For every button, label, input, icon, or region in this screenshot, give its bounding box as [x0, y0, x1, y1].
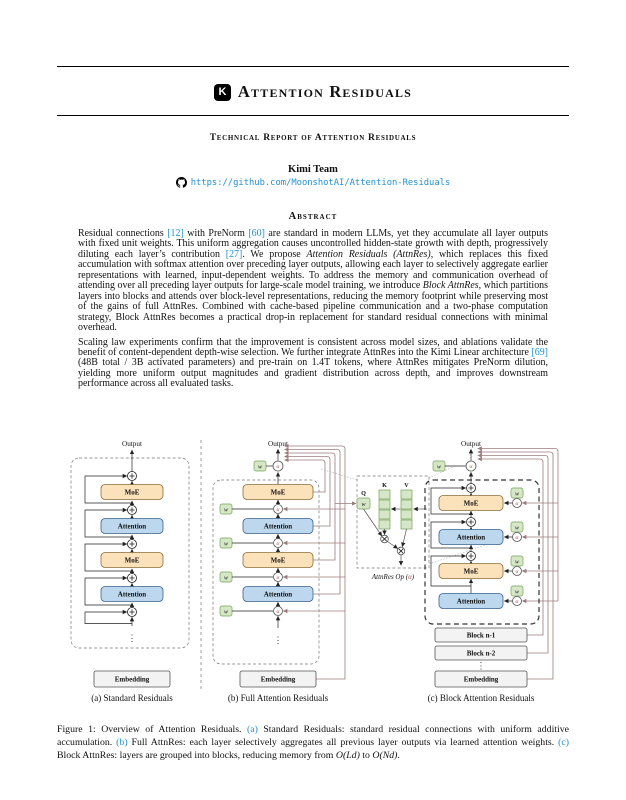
- svg-text:w: w: [223, 541, 229, 548]
- citation-link[interactable]: [27]: [225, 248, 243, 260]
- ellipsis: ⋮: [127, 632, 137, 643]
- svg-text:w: w: [223, 609, 229, 616]
- svg-text:MoE: MoE: [270, 488, 286, 497]
- svg-text:Attention: Attention: [263, 590, 293, 599]
- text-segment: with PreNorm: [183, 228, 249, 239]
- text-segment: . We propose: [242, 248, 307, 260]
- value-label: V: [404, 481, 409, 489]
- attnres-op-label: AttnRes Op (α): [371, 572, 415, 581]
- svg-text:w: w: [223, 575, 229, 582]
- panel-b-caption: (b) Full Attention Residuals: [227, 692, 329, 703]
- svg-text:MoE: MoE: [463, 499, 479, 508]
- svg-text:Attention: Attention: [117, 522, 147, 531]
- key-label: K: [382, 481, 387, 489]
- abstract-paragraph-2: [78, 338, 548, 390]
- paper-title: Attention Residuals: [237, 82, 413, 101]
- abstract-paragraph-1: [78, 229, 548, 334]
- text-segment: Scaling law experiments confirm that the improvement is consistent across model sizes, and ablations validate the benefit of content-dependent depth-wise selection. We further integrate AttnRes into the Kimi Linear architecture: [78, 336, 548, 358]
- ellipsis: ⋮: [273, 634, 283, 645]
- top-rule: [57, 66, 569, 67]
- figure-1-diagram: [57, 436, 569, 706]
- svg-text:Block n-2: Block n-2: [466, 649, 496, 658]
- svg-text:w: w: [514, 559, 520, 566]
- svg-text:w: w: [257, 464, 263, 471]
- figure-1: [57, 436, 569, 711]
- svg-text:α: α: [515, 500, 519, 507]
- embedding-block: [435, 671, 527, 687]
- text-segment: Full AttnRes: each layer selectively aggregates all previous layer outputs via learned attention weights.: [127, 736, 559, 748]
- text-segment: (48B total / 3B activated parameters) and pre-train on 1.4T tokens, where AttnRes mitigates PreNorm dilution, yielding more uniform output magnitudes and gradient distribution across depth, and improves downstream performance across all evaluated tasks.: [78, 357, 548, 390]
- multiply-node-icon: [397, 547, 405, 555]
- svg-text:Attention: Attention: [456, 533, 486, 542]
- text-segment: are standard in modern LLMs, yet they accumulate all layer outputs with fixed unit weights. This uniform aggregation causes uncontrolled hidden-state growth with depth, progressively diluting each layer’s contribution: [78, 228, 548, 260]
- panel-c-caption: (c) Block Attention Residuals: [427, 692, 535, 703]
- attnres-node: [254, 461, 283, 471]
- svg-text:Embedding: Embedding: [463, 675, 499, 684]
- text-segment: O(Ld): [335, 749, 360, 761]
- svg-text:Attention: Attention: [263, 522, 293, 531]
- panel-full-attention-residuals: [213, 440, 345, 703]
- text-segment: Block AttnRes: layers are grouped into blocks, reducing memory from: [57, 749, 336, 761]
- multiply-node-icon: [381, 535, 389, 543]
- text-segment: Figure 1: Overview of Attention Residuals.: [57, 723, 247, 735]
- citation-link[interactable]: (b): [116, 736, 128, 748]
- text-segment: O(Nd): [372, 749, 398, 761]
- text-segment: Block AttnRes: [422, 280, 479, 292]
- svg-text:MoE: MoE: [124, 488, 140, 497]
- attention-block: [243, 586, 313, 601]
- svg-text:w: w: [223, 507, 229, 514]
- svg-text:α: α: [515, 598, 519, 605]
- attention-block: [439, 529, 503, 544]
- svg-text:MoE: MoE: [463, 567, 479, 576]
- citation-link[interactable]: [60]: [248, 228, 265, 239]
- svg-text:w: w: [514, 589, 520, 596]
- attention-block: [101, 586, 163, 601]
- svg-text:Block n-1: Block n-1: [466, 631, 496, 640]
- attention-block: [439, 593, 503, 608]
- svg-text:MoE: MoE: [270, 556, 286, 565]
- svg-text:Attention: Attention: [117, 590, 147, 599]
- svg-text:α: α: [276, 506, 280, 513]
- embedding-block: [94, 671, 170, 687]
- attnres-node: [504, 586, 523, 606]
- citation-link[interactable]: (c): [558, 736, 569, 748]
- embedding-block: [240, 671, 316, 687]
- moe-block: [243, 552, 313, 567]
- svg-text:Embedding: Embedding: [114, 675, 150, 684]
- svg-text:w: w: [514, 525, 520, 532]
- panel-a-caption: (a) Standard Residuals: [91, 692, 173, 703]
- svg-text:w: w: [436, 464, 442, 471]
- svg-text:MoE: MoE: [124, 556, 140, 565]
- svg-text:Embedding: Embedding: [260, 675, 296, 684]
- text-segment: Attention Residuals (AttnRes): [306, 248, 431, 260]
- attnres-node: [504, 556, 523, 576]
- moe-block: [101, 484, 163, 499]
- title-bottom-rule: [57, 115, 569, 116]
- attnres-node: [504, 522, 523, 542]
- moe-block: [439, 495, 503, 510]
- svg-text:w: w: [361, 501, 366, 508]
- github-icon: [176, 177, 187, 188]
- svg-text:α: α: [469, 463, 473, 470]
- github-repo-link[interactable]: https://github.com/MoonshotAI/Attention-Residuals: [190, 177, 451, 188]
- attnres-op-box: [357, 476, 429, 568]
- attnres-node: [504, 488, 523, 508]
- text-segment: Residual connections: [78, 228, 168, 239]
- repo-link-row: [57, 177, 569, 188]
- moe-block: [243, 484, 313, 499]
- output-label: Output: [268, 439, 288, 448]
- svg-text:α: α: [515, 568, 519, 575]
- attnres-node: [220, 504, 283, 514]
- text-segment: , which partitions layers into blocks and attends over block-level representations, reducing the memory footprint while preserving most of the gains of full AttnRes. Combined with cache-based pipeline communication and a two-phase computation strategy, Block AttnRes becomes a practical drop-in replacement for standard residual connections with minimal overhead.: [78, 280, 549, 334]
- key-cache-cells: [379, 490, 390, 529]
- svg-text:α: α: [276, 608, 280, 615]
- attnres-node: [220, 606, 283, 616]
- attnres-node: [433, 461, 476, 471]
- figure-1-caption: [57, 723, 569, 762]
- svg-text:w: w: [514, 491, 520, 498]
- query-weight-box: [357, 498, 370, 509]
- query-label: Q: [361, 489, 366, 497]
- text-segment: to: [359, 749, 373, 761]
- text-segment: , which replaces this fixed accumulation with softmax attention over preceding layer outputs, allowing each layer to selectively aggregate earlier representations with learned, input-dependent weights. To address the memory and communication overhead of attending over all preceding layer outputs for large-scale model training, we introduce: [78, 248, 548, 292]
- svg-text:α: α: [276, 463, 280, 470]
- output-label: Output: [461, 439, 481, 448]
- inset-projection-dotted-lines: [321, 463, 509, 564]
- attnres-node: [220, 538, 283, 548]
- value-cache-cells: [401, 490, 412, 529]
- paper-title-row: [57, 82, 569, 102]
- citation-link[interactable]: [12]: [167, 228, 184, 239]
- citation-link[interactable]: [69]: [531, 346, 548, 358]
- abstract-heading: Abstract: [288, 211, 338, 222]
- ellipsis: ⋮: [476, 660, 486, 671]
- svg-text:Attention: Attention: [456, 597, 486, 606]
- author-name: Kimi Team: [288, 164, 338, 175]
- kimi-logo-icon: K: [214, 84, 231, 101]
- attention-block: [101, 518, 163, 533]
- citation-link[interactable]: (a): [246, 723, 258, 735]
- paper-subtitle: Technical Report of Attention Residuals: [209, 133, 417, 143]
- text-segment: .: [397, 749, 400, 761]
- moe-block: [439, 563, 503, 578]
- svg-text:α: α: [276, 540, 280, 547]
- previous-block-n2: [435, 646, 527, 660]
- attnres-node: [220, 572, 283, 582]
- attention-block: [243, 518, 313, 533]
- svg-text:α: α: [276, 574, 280, 581]
- moe-block: [101, 552, 163, 567]
- text-segment: Standard Residuals: standard residual connections with uniform additive accumulation.: [57, 723, 569, 748]
- previous-block-n1: [435, 628, 527, 642]
- panel-standard-residuals: [71, 440, 189, 703]
- output-label: Output: [122, 439, 142, 448]
- svg-text:α: α: [515, 534, 519, 541]
- panel-block-attention-residuals: [425, 440, 558, 703]
